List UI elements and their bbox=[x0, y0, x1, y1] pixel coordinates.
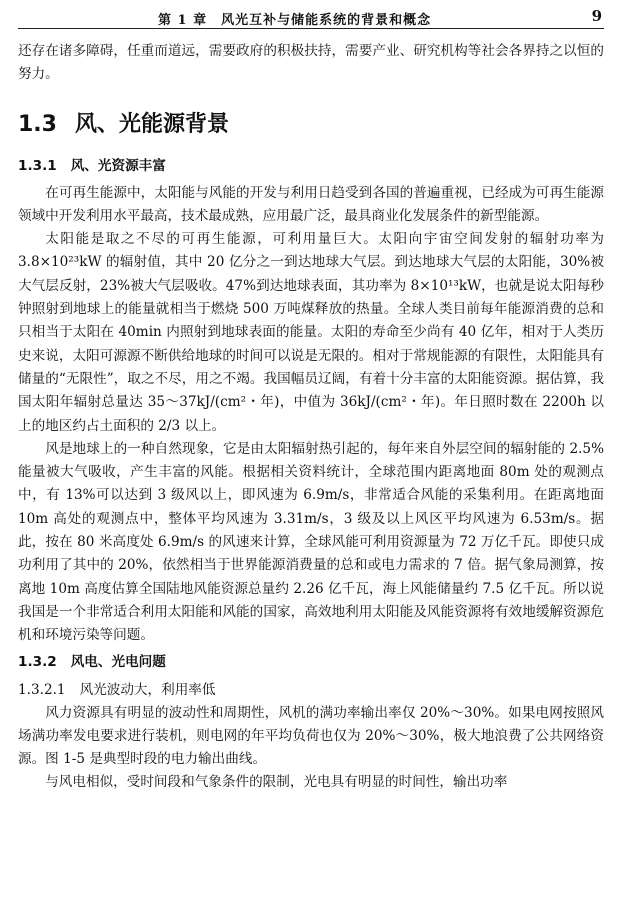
chapter-title: 第 1 章 风光互补与储能系统的背景和概念 bbox=[158, 13, 432, 28]
section-heading bbox=[18, 107, 604, 138]
running-header bbox=[18, 6, 604, 29]
subsection-heading bbox=[18, 154, 604, 178]
subsection-title: 风、光资源丰富 bbox=[70, 157, 166, 174]
subsubsection-title: 风光波动大，利用率低 bbox=[79, 681, 216, 698]
intro-paragraph: 还存在诸多障碍，任重而道远，需要政府的积极扶持，需要产业、研究机构等社会各界持之以恒的努力。 bbox=[18, 43, 604, 83]
page-number: 9 bbox=[591, 7, 602, 25]
subsubsection-heading bbox=[18, 678, 604, 702]
section-title: 风、光能源背景 bbox=[74, 111, 229, 137]
subsection-number: 1.3.2 bbox=[18, 653, 57, 670]
paragraph: 风是地球上的一种自然现象，它是由太阳辐射热引起的，每年来自外层空间的辐射能的 2.5%能量被大气吸收，产生丰富的风能。根据相关资料统计，全球范围内距离地面 80m 处的观测点中，有 13%可以达到 3 级风以上，即风速为 6.9m/s，非常适合风能的采集利用。在距离地面 10m 高处的观测点中，整体平均风速为 3.31m/s，3 级及以上风区平均风速为 6.53m/s。据此，按在 80 米高度处 6.9m/s 的风速来计算，全球风能可利用资源量为 72 万亿千瓦。即使只成功利用了其中的 20%，依然相当于世界能源消费量的总和或电力需求的 7 倍。据气象局测算，按离地 10m 高度估算全国陆地风能资源总量约 2.26 亿千瓦，海上风能储量约 7.5 亿千瓦。所以说我国是一个非常适合利用太阳能和风能的国家，高效地利用太阳能及风能资源将有效地缓解资源危机和环境污染等问题。 bbox=[18, 440, 604, 644]
paragraph: 与风电相似，受时间段和气象条件的限制，光电具有明显的时间性，输出功率 bbox=[45, 774, 508, 791]
page-body bbox=[18, 40, 604, 795]
paragraph: 在可再生能源中，太阳能与风能的开发与利用日趋受到各国的普遍重视，已经成为可再生能源领域中开发利用水平最高，技术最成熟，应用最广泛，最具商业化发展条件的新型能源。 bbox=[18, 184, 604, 224]
subsection-title: 风电、光电问题 bbox=[70, 653, 166, 670]
paragraph: 太阳能是取之不尽的可再生能源，可利用量巨大。太阳向宇宙空间发射的辐射功率为 3.8×10²³kW 的辐射值，其中 20 亿分之一到达地球大气层。到达地球大气层的太阳能，30%被大气层反射，23%被大气层吸收。47%到达地球表面，其功率为 8×10¹³kW，也就是说太阳每秒钟照射到地球上的能量就相当于燃烧 500 万吨煤释放的热量。全球人类目前每年能源消费的总和只相当于太阳在 40min 内照射到地球表面的能量。太阳的寿命至少尚有 40 亿年，相对于人类历史来说，太阳可源源不断供给地球的时间可以说是无限的。相对于常规能源的有限性，太阳能具有储量的“无限性”，取之不尽，用之不竭。我国幅员辽阔，有着十分丰富的太阳能资源。据估算，我国太阳年辐射总量达 35～37kJ/(cm²・年)，中值为 36kJ/(cm²・年)。年日照时数在 2200h 以上的地区约占土面积的 2/3 以上。 bbox=[18, 231, 604, 434]
section-number: 1.3 bbox=[18, 111, 57, 137]
subsection-number: 1.3.1 bbox=[18, 157, 57, 174]
subsubsection-number: 1.3.2.1 bbox=[18, 681, 66, 698]
subsection-heading bbox=[18, 650, 604, 674]
paragraph: 风力资源具有明显的波动性和周期性，风机的满功率输出率仅 20%～30%。如果电网按照风场满功率发电要求进行装机，则电网的年平均负荷也仅为 20%～30%，极大地浪费了公共网络资源。图 1-5 是典型时段的电力输出曲线。 bbox=[18, 704, 604, 768]
